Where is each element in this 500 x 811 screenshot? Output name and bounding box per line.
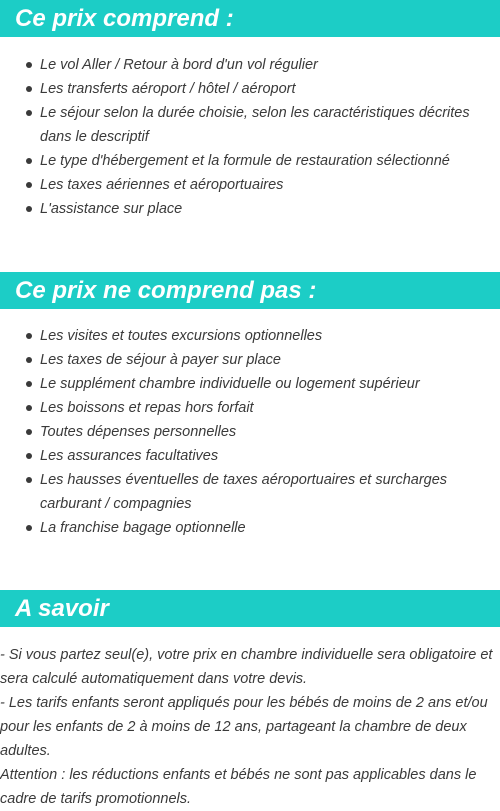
list-item: Les taxes aériennes et aéroportuaires bbox=[0, 173, 500, 197]
section-title-excludes: Ce prix ne comprend pas : bbox=[0, 272, 500, 309]
list-item: Les taxes de séjour à payer sur place bbox=[0, 348, 500, 372]
section-title-info: A savoir bbox=[0, 590, 500, 627]
list-item: Le vol Aller / Retour à bord d'un vol régulier bbox=[0, 53, 500, 77]
list-item: Le type d'hébergement et la formule de restauration sélectionné bbox=[0, 149, 500, 173]
list-item: La franchise bagage optionnelle bbox=[0, 516, 500, 540]
list-item: Le supplément chambre individuelle ou logement supérieur bbox=[0, 372, 500, 396]
list-item: Les assurances facultatives bbox=[0, 444, 500, 468]
info-paragraph-attention: Attention : les réductions enfants et bébés ne sont pas applicables dans le cadre de tarifs promotionnels. bbox=[0, 767, 477, 807]
excludes-list bbox=[0, 324, 500, 540]
list-item: L'assistance sur place bbox=[0, 197, 500, 221]
includes-list bbox=[0, 53, 500, 221]
info-notes bbox=[0, 643, 500, 811]
list-item: Les hausses éventuelles de taxes aéroportuaires et surcharges carburant / compagnies bbox=[0, 468, 500, 516]
section-title-includes: Ce prix comprend : bbox=[0, 0, 500, 37]
info-paragraph-solo: - Si vous partez seul(e), votre prix en chambre individuelle sera obligatoire et sera calculé automatiquement dans votre devis. bbox=[0, 647, 493, 687]
list-item: Le séjour selon la durée choisie, selon les caractéristiques décrites dans le descriptif bbox=[0, 101, 500, 149]
info-paragraph-children: - Les tarifs enfants seront appliqués pour les bébés de moins de 2 ans et/ou pour les enfants de 2 à moins de 12 ans, partageant la chambre de deux adultes. bbox=[0, 695, 488, 759]
list-item: Toutes dépenses personnelles bbox=[0, 420, 500, 444]
list-item: Les visites et toutes excursions optionnelles bbox=[0, 324, 500, 348]
list-item: Les transferts aéroport / hôtel / aéroport bbox=[0, 77, 500, 101]
list-item: Les boissons et repas hors forfait bbox=[0, 396, 500, 420]
